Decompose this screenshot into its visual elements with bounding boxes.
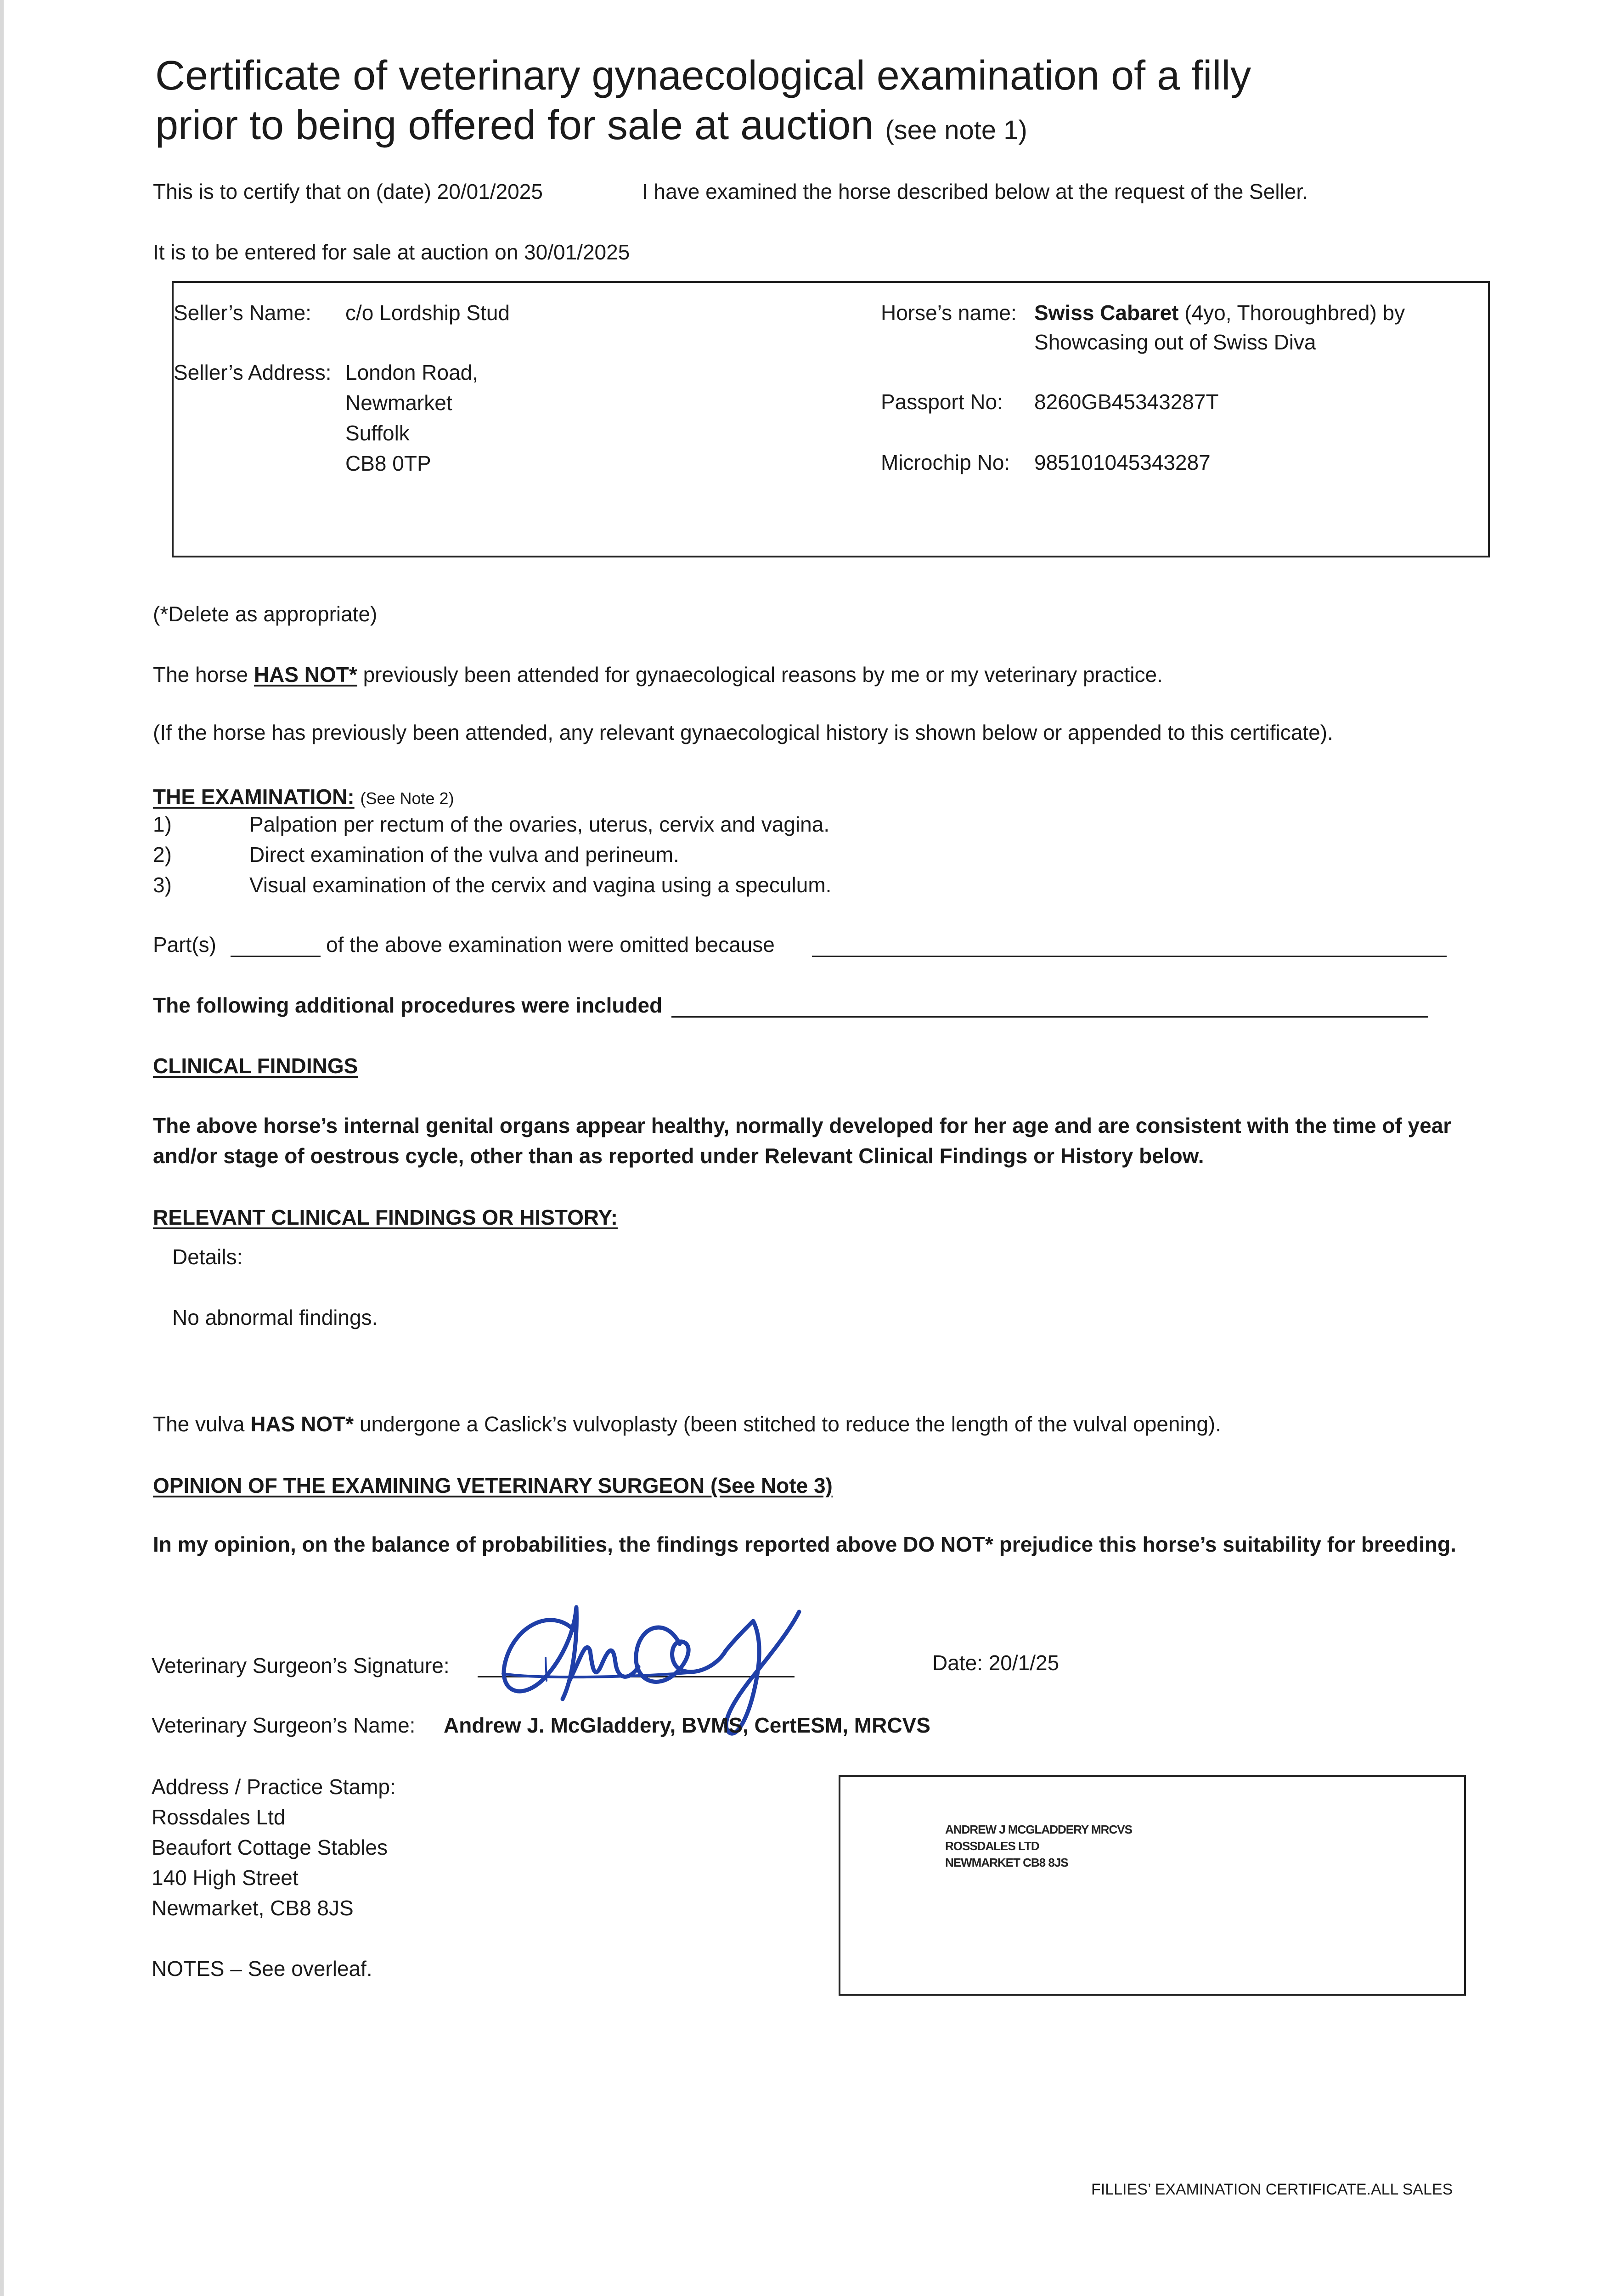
examination-item-1 — [153, 811, 829, 838]
examination-item-3 — [153, 872, 831, 898]
attended-prefix: The horse — [153, 663, 248, 687]
additional-procedures-label: The following additional procedures were included — [153, 993, 663, 1017]
attended-statement — [153, 661, 1163, 688]
clinical-findings-line-2: and/or stage of oestrous cycle, other than as reported under Relevant Clinical Findings or History below. — [153, 1144, 1204, 1168]
vulva-suffix: undergone a Caslick’s vulvoplasty (been stitched to reduce the length of the vulval opening). — [359, 1412, 1222, 1436]
signature-label: Veterinary Surgeon’s Signature: — [152, 1654, 450, 1677]
horse-description: (4yo, Thoroughbred) by — [1184, 301, 1405, 325]
stamp-line-2: ROSSDALES LTD — [945, 1839, 1039, 1853]
history-note: (If the horse has previously been attended, any relevant gynaecological history is shown below or appended to this certificate). — [153, 720, 1333, 744]
details-label: Details: — [172, 1245, 243, 1269]
clinical-findings-line-1: The above horse’s internal genital organs appear healthy, normally developed for her age and are consistent with the time of year — [153, 1114, 1452, 1137]
microchip-label: Microchip No: — [881, 450, 1010, 474]
item-text: Palpation per rectum of the ovaries, uterus, cervix and vagina. — [249, 812, 830, 836]
seller-address-line-4: CB8 0TP — [345, 451, 431, 475]
address-line-2: Beaufort Cottage Stables — [152, 1835, 388, 1859]
parts-omitted-prefix: Part(s) — [153, 933, 216, 957]
title-line-1: Certificate of veterinary gynaecological examination of a filly — [155, 53, 1251, 99]
auction-date: It is to be entered for sale at auction on 30/01/2025 — [153, 240, 630, 264]
passport-number: 8260GB45343287T — [1034, 390, 1219, 414]
examination-heading: THE EXAMINATION: — [153, 785, 355, 809]
title-note: (see note 1) — [885, 115, 1027, 145]
additional-procedures-blank[interactable] — [671, 1016, 1428, 1018]
item-number: 3) — [153, 873, 172, 897]
examined-statement: I have examined the horse described below at the request of the Seller. — [642, 180, 1308, 203]
address-line-3: 140 High Street — [152, 1866, 299, 1890]
page-edge — [0, 0, 4, 2296]
vulva-prefix: The vulva — [153, 1412, 245, 1436]
horse-name-row — [1034, 299, 1405, 326]
examination-item-2 — [153, 841, 679, 868]
opinion-heading: OPINION OF THE EXAMINING VETERINARY SURGEON (See Note 3) — [153, 1474, 833, 1497]
address-line-4: Newmarket, CB8 8JS — [152, 1896, 354, 1920]
item-text: Direct examination of the vulva and perineum. — [249, 843, 679, 867]
surgeon-name: Andrew J. McGladdery, BVMS, CertESM, MRCVS — [444, 1713, 930, 1737]
seller-name: c/o Lordship Stud — [345, 301, 510, 325]
horse-name-label: Horse’s name: — [881, 301, 1017, 325]
seller-name-label: Seller’s Name: — [174, 301, 311, 325]
footer-reference: FILLIES’ EXAMINATION CERTIFICATE.ALL SALES — [1091, 2181, 1453, 2198]
clinical-findings-heading: CLINICAL FINDINGS — [153, 1054, 358, 1078]
microchip-number: 985101045343287 — [1034, 450, 1211, 474]
address-line-1: Rossdales Ltd — [152, 1805, 286, 1829]
stamp-line-1: ANDREW J MCGLADDERY MRCVS — [945, 1823, 1132, 1836]
item-number: 2) — [153, 843, 172, 867]
delete-note: (*Delete as appropriate) — [153, 602, 378, 626]
parts-omitted-blank[interactable] — [231, 956, 321, 957]
horse-name: Swiss Cabaret — [1034, 301, 1179, 325]
seller-address-line-1: London Road, — [345, 360, 479, 384]
omission-reason-blank[interactable] — [812, 956, 1447, 957]
title-line-2-text: prior to being offered for sale at auction — [155, 102, 874, 148]
seller-address-line-2: Newmarket — [345, 391, 452, 415]
seller-address-line-3: Suffolk — [345, 421, 410, 445]
attended-status: HAS NOT* — [254, 663, 357, 687]
horse-breeding: Showcasing out of Swiss Diva — [1034, 330, 1316, 354]
notes-reference: NOTES – See overleaf. — [152, 1957, 372, 1981]
title-line-2 — [155, 101, 1027, 155]
address-label: Address / Practice Stamp: — [152, 1775, 396, 1799]
seller-address-label: Seller’s Address: — [174, 360, 332, 384]
certify-date: This is to certify that on (date) 20/01/2025 — [153, 180, 543, 203]
signature-date: Date: 20/1/25 — [932, 1651, 1059, 1675]
parts-omitted-suffix: of the above examination were omitted because — [326, 933, 775, 957]
item-text: Visual examination of the cervix and vagina using a speculum. — [249, 873, 832, 897]
attended-suffix: previously been attended for gynaecological reasons by me or my veterinary practice. — [363, 663, 1163, 687]
surgeon-name-label: Veterinary Surgeon’s Name: — [152, 1713, 416, 1737]
opinion-text: In my opinion, on the balance of probabilities, the findings reported above DO NOT* prejudice this horse’s suitability for breeding. — [153, 1532, 1456, 1556]
vulva-statement — [153, 1411, 1221, 1437]
examination-note: (See Note 2) — [360, 789, 454, 808]
examination-heading-row — [153, 783, 454, 812]
relevant-findings-heading: RELEVANT CLINICAL FINDINGS OR HISTORY: — [153, 1205, 618, 1229]
item-number: 1) — [153, 812, 172, 836]
passport-label: Passport No: — [881, 390, 1003, 414]
vulva-status: HAS NOT* — [250, 1412, 354, 1436]
details-text: No abnormal findings. — [172, 1306, 378, 1329]
stamp-line-3: NEWMARKET CB8 8JS — [945, 1856, 1068, 1869]
practice-stamp-box — [839, 1775, 1466, 1996]
